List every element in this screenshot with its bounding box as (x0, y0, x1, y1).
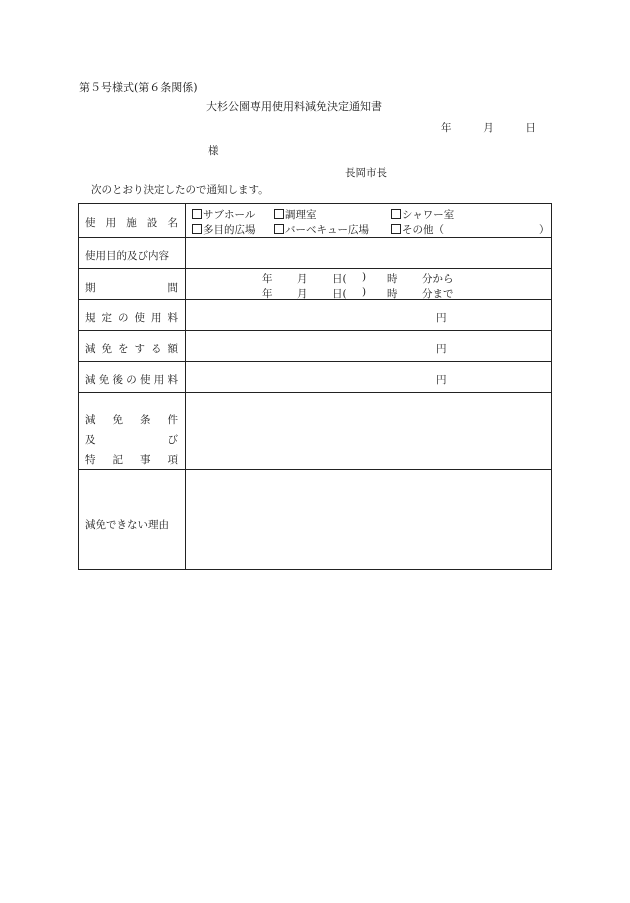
conditions-label: 減 免 条 件 及 び 特 記 事 項 (85, 414, 178, 466)
date-day: 日 (525, 122, 536, 134)
row-standard-fee (79, 299, 551, 330)
option-multipurpose-field[interactable]: 多目的広場 (192, 222, 256, 237)
row-purpose (79, 237, 551, 268)
checkbox-icon[interactable] (391, 224, 401, 234)
other-close-paren: ） (539, 224, 550, 236)
intro-text: 次のとおり決定したので通知します。 (91, 184, 269, 196)
checkbox-icon[interactable] (192, 224, 202, 234)
standard-fee-label: 規 定 の 使 用 料 (85, 312, 178, 324)
checkbox-icon[interactable] (391, 209, 401, 219)
option-cooking-room[interactable]: 調理室 (274, 207, 317, 222)
checkbox-icon[interactable] (274, 224, 284, 234)
addressee-suffix: 様 (208, 145, 219, 157)
period-label: 期 間 (85, 282, 178, 294)
fee-after-label: 減 免 後 の 使 用 料 (85, 374, 178, 386)
form-number: 第５号様式(第６条関係) (79, 81, 198, 94)
issuer-name: 長岡市長 (345, 167, 387, 179)
fee-after-unit: 円 (436, 374, 447, 386)
row-fee-after (79, 361, 551, 392)
option-bbq-field[interactable]: バーベキュー広場 (274, 222, 369, 237)
row-reduction-amount (79, 330, 551, 361)
purpose-label: 使用目的及び内容 (85, 250, 169, 262)
option-shower-room[interactable]: シャワー室 (391, 207, 454, 222)
option-sub-hall[interactable]: サブホール (192, 207, 255, 222)
facility-label: 使 用 施 設 名 (85, 217, 178, 229)
notice-table (78, 203, 552, 570)
reason-label: 減免できない理由 (85, 519, 169, 531)
row-facility (79, 204, 551, 237)
date-year: 年 (441, 122, 452, 134)
row-conditions (79, 392, 551, 469)
reduction-amount-label: 減 免 を す る 額 (85, 343, 178, 355)
reduction-amount-unit: 円 (436, 343, 447, 355)
standard-fee-unit: 円 (436, 312, 447, 324)
checkbox-icon[interactable] (192, 209, 202, 219)
checkbox-icon[interactable] (274, 209, 284, 219)
row-period: 期 間 年 月 日( ) 時 分から 年 月 日( ) 時 分まで (79, 268, 551, 299)
issue-date (441, 123, 536, 134)
row-reason (79, 469, 551, 570)
date-month: 月 (483, 122, 494, 134)
option-other[interactable]: その他（ (391, 222, 444, 237)
document-title: 大杉公園専用使用料減免決定通知書 (206, 100, 382, 113)
